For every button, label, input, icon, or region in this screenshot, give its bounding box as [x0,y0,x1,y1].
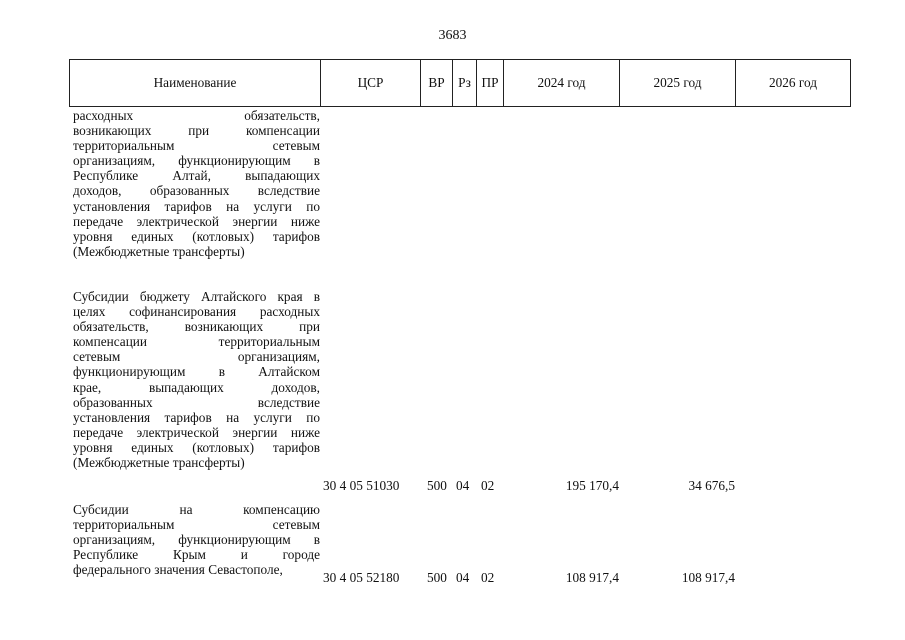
row2-line: функционирующим в Алтайском [73,364,320,380]
row3-line: организациям, функционирующим в [73,532,320,548]
row1-line: Республике Алтай, выпадающих [73,168,320,184]
row2-line: уровня единых (котловых) тарифов [73,439,320,455]
row3-line: федерального значения Севастополе, [73,562,283,578]
header-2024: 2024 год [504,60,620,106]
table-header [69,59,851,107]
row3-line: территориальным сетевым [73,517,320,533]
row2-pr: 02 [481,478,495,493]
page-number: 3683 [438,28,467,43]
header-2025: 2025 год [620,60,736,106]
row3-csr: 30 4 05 52180 [323,570,400,585]
row2-line: (Межбюджетные трансферты) [73,455,245,471]
row1-line: передаче электрической энергии ниже [73,213,320,229]
row3-line: Субсидии на компенсацию [73,502,320,517]
row2-line: сетевым организациям, [73,349,320,365]
row2-vr: 500 [427,478,447,493]
header-pr: ПР [477,60,504,106]
row1-line: расходных обязательств, [73,108,320,123]
header-vr: ВР [421,60,453,106]
row2-line: компенсации территориальным [73,334,320,350]
row2-rz: 04 [456,478,470,493]
row2-2025: 34 676,5 [688,478,735,493]
row2-line: крае, выпадающих доходов, [73,379,320,395]
row1-line: возникающих при компенсации [73,123,320,139]
row-name-2 [73,289,320,470]
row2-line: целях софинансирования расходных [73,304,320,320]
header-2026: 2026 год [768,75,818,90]
row2-2024: 195 170,4 [565,478,619,493]
row3-line: Республике Крым и городе [73,547,320,563]
row1-line: доходов, образованных вследствие [73,183,320,199]
row1-line: установления тарифов на услуги по [73,198,320,214]
row3-pr: 02 [481,570,495,585]
row2-line: Субсидии бюджету Алтайского края в [73,289,320,304]
header-csr: ЦСР [321,60,421,106]
row-name-3 [73,502,320,577]
row2-line: обязательств, возникающих при [73,319,320,335]
row2-line: передаче электрической энергии ниже [73,424,320,440]
row1-line: территориальным сетевым [73,138,320,154]
row1-line: уровня единых (котловых) тарифов [73,228,320,244]
row2-line: установления тарифов на услуги по [73,409,320,425]
row2-line: образованных вследствие [73,394,320,410]
header-rz: Рз [453,60,477,106]
table-row [0,570,905,586]
row3-rz: 04 [456,570,470,585]
row1-line: организациям, функционирующим в [73,153,320,169]
row3-vr: 500 [427,570,447,585]
row3-2024: 108 917,4 [565,570,619,585]
header-name: Наименование [70,60,321,106]
row1-line: (Межбюджетные трансферты) [73,243,245,259]
table-row [0,478,905,494]
row2-csr: 30 4 05 51030 [323,478,400,493]
row3-2025: 108 917,4 [681,570,735,585]
row-name-1 [73,108,320,259]
